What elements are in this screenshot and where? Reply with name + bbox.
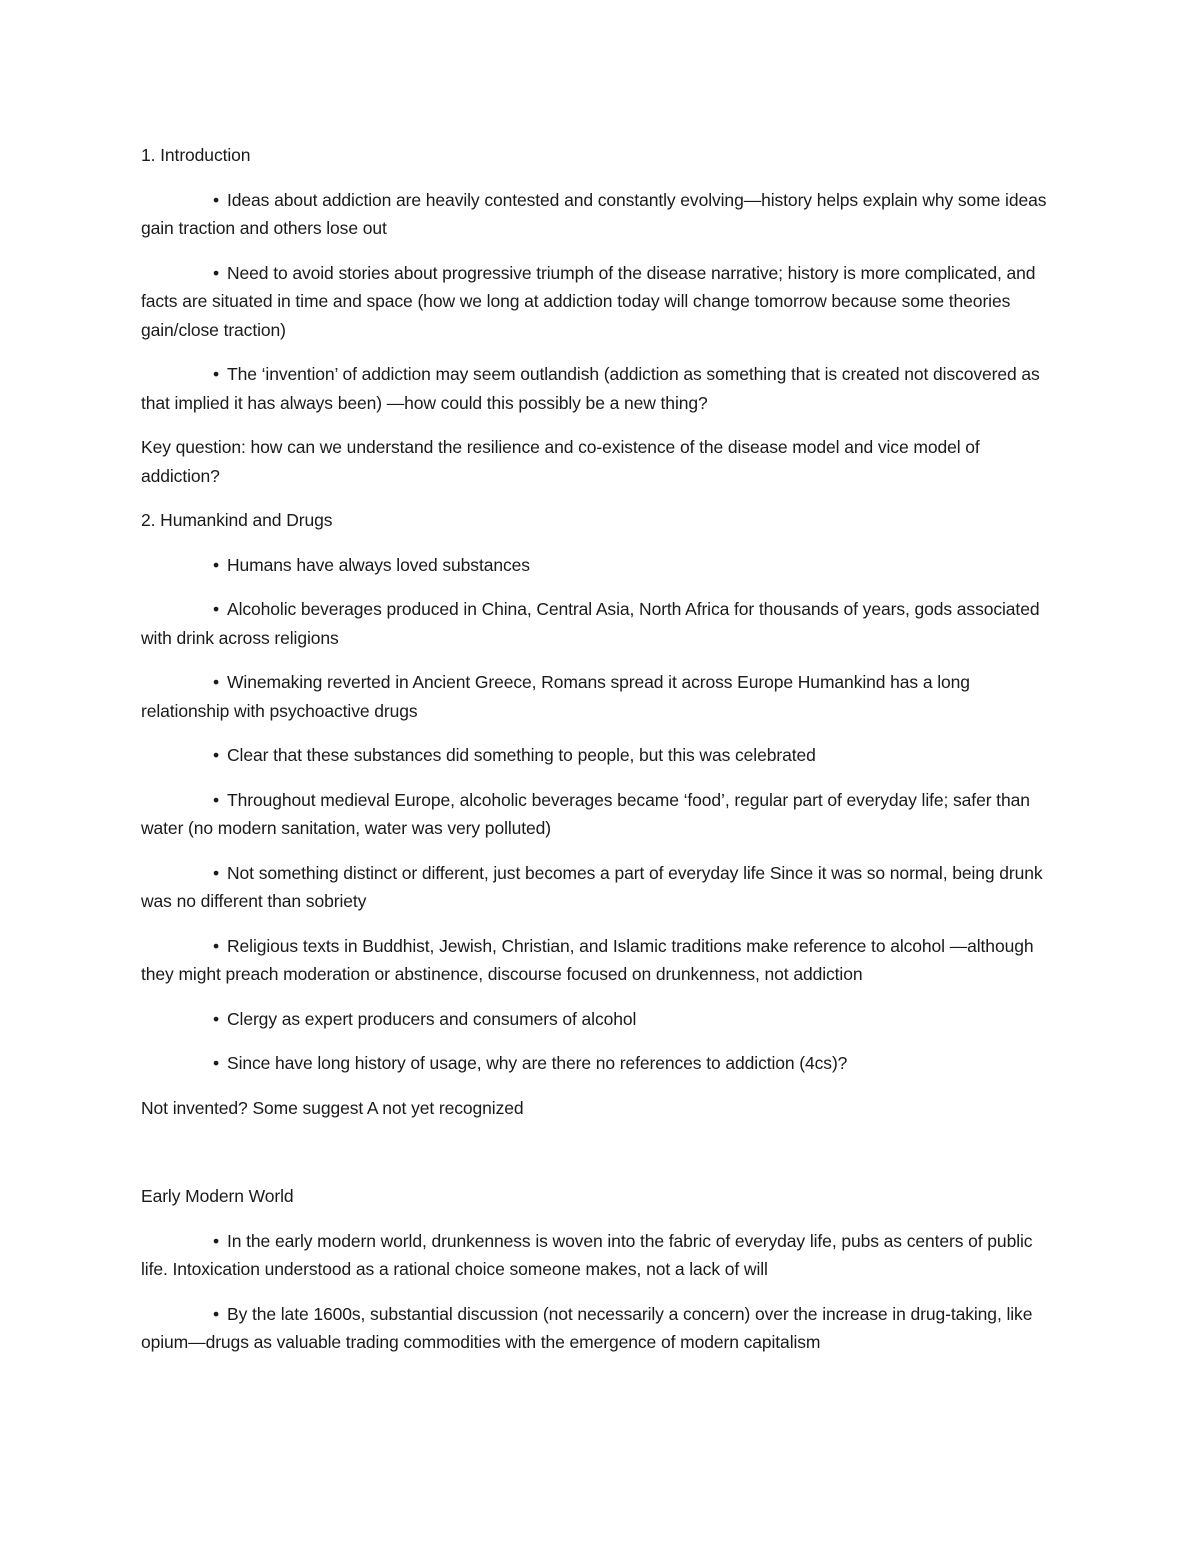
bullet-item	[141, 668, 1061, 725]
bullet-item	[141, 859, 1061, 916]
key-question: Key question: how can we understand the resilience and co-existence of the disease model and vice model of addiction?	[141, 437, 980, 486]
bullet-icon: •	[213, 364, 220, 384]
bullet-item	[141, 595, 1061, 652]
bullet-icon: •	[213, 189, 220, 210]
bullet-text: In the early modern world, drunkenness is woven into the fabric of everyday life, pubs as centers of public life. Intoxication understood as a rational choice someone makes, not a lack of will	[141, 1230, 1033, 1279]
bullet-text: Since have long history of usage, why are there no references to addiction (4cs)?	[227, 1053, 848, 1073]
section-heading-humankind-and-drugs: 2. Humankind and Drugs	[141, 510, 333, 530]
bullet-item	[141, 186, 1061, 243]
bullet-text: By the late 1600s, substantial discussion (not necessarily a concern) over the increase in drug-taking, like opium—drugs as valuable trading commodities with the emergence of modern capitalism	[141, 1303, 1033, 1352]
bullet-item	[141, 741, 1061, 770]
bullet-item	[141, 259, 1061, 345]
blank-line	[141, 1138, 1061, 1182]
bullet-icon: •	[213, 1053, 220, 1073]
bullet-text: Clear that these substances did something to people, but this was celebrated	[227, 745, 816, 765]
bullet-text: Alcoholic beverages produced in China, Central Asia, North Africa for thousands of years, gods associated with drink across religions	[141, 599, 1040, 648]
bullet-icon: •	[213, 672, 220, 692]
bullet-text: Humans have always loved substances	[227, 554, 530, 575]
bullet-icon: •	[213, 935, 220, 956]
bullet-text: Religious texts in Buddhist, Jewish, Christian, and Islamic traditions make reference to alcohol —although they might preach moderation or abstinence, discourse focused on drunkenness, not addiction	[141, 935, 1034, 984]
bullet-text: The ‘invention’ of addiction may seem outlandish (addiction as something that is created not discovered as that implied it has always been) —how could this possibly be a new thing?	[141, 364, 1040, 413]
bullet-item	[141, 1005, 1061, 1034]
bullet-item	[141, 360, 1061, 417]
bullet-icon: •	[213, 1230, 220, 1251]
bullet-icon: •	[213, 1303, 220, 1324]
section-heading-early-modern-world: Early Modern World	[141, 1186, 294, 1206]
bullet-text: Clergy as expert producers and consumers of alcohol	[227, 1008, 637, 1029]
bullet-icon: •	[213, 745, 220, 765]
bullet-icon: •	[213, 789, 220, 810]
bullet-text: Throughout medieval Europe, alcoholic beverages became ‘food’, regular part of everyday life; safer than water (no modern sanitation, water was very polluted)	[141, 789, 1030, 838]
bullet-item	[141, 1049, 1061, 1078]
bullet-text: Winemaking reverted in Ancient Greece, Romans spread it across Europe Humankind has a long relationship with psychoactive drugs	[141, 672, 970, 721]
bullet-icon: •	[213, 554, 220, 575]
bullet-item	[141, 786, 1061, 843]
document-body	[141, 141, 1061, 1373]
bullet-item	[141, 932, 1061, 989]
bullet-icon: •	[213, 262, 220, 283]
closing-note: Not invented? Some suggest A not yet recognized	[141, 1097, 524, 1118]
bullet-text: Need to avoid stories about progressive triumph of the disease narrative; history is more complicated, and facts are situated in time and space (how we long at addiction today will change tomorrow because some theories gain/close traction)	[141, 262, 1036, 340]
bullet-icon: •	[213, 599, 220, 619]
bullet-icon: •	[213, 1008, 220, 1029]
bullet-icon: •	[213, 862, 220, 883]
bullet-item	[141, 1300, 1061, 1357]
section-heading-introduction: 1. Introduction	[141, 145, 251, 165]
bullet-item	[141, 551, 1061, 580]
bullet-item	[141, 1227, 1061, 1284]
bullet-text: Not something distinct or different, just becomes a part of everyday life Since it was so normal, being drunk was no different than sobriety	[141, 862, 1043, 911]
bullet-text: Ideas about addiction are heavily contested and constantly evolving—history helps explain why some ideas gain traction and others lose out	[141, 189, 1047, 238]
